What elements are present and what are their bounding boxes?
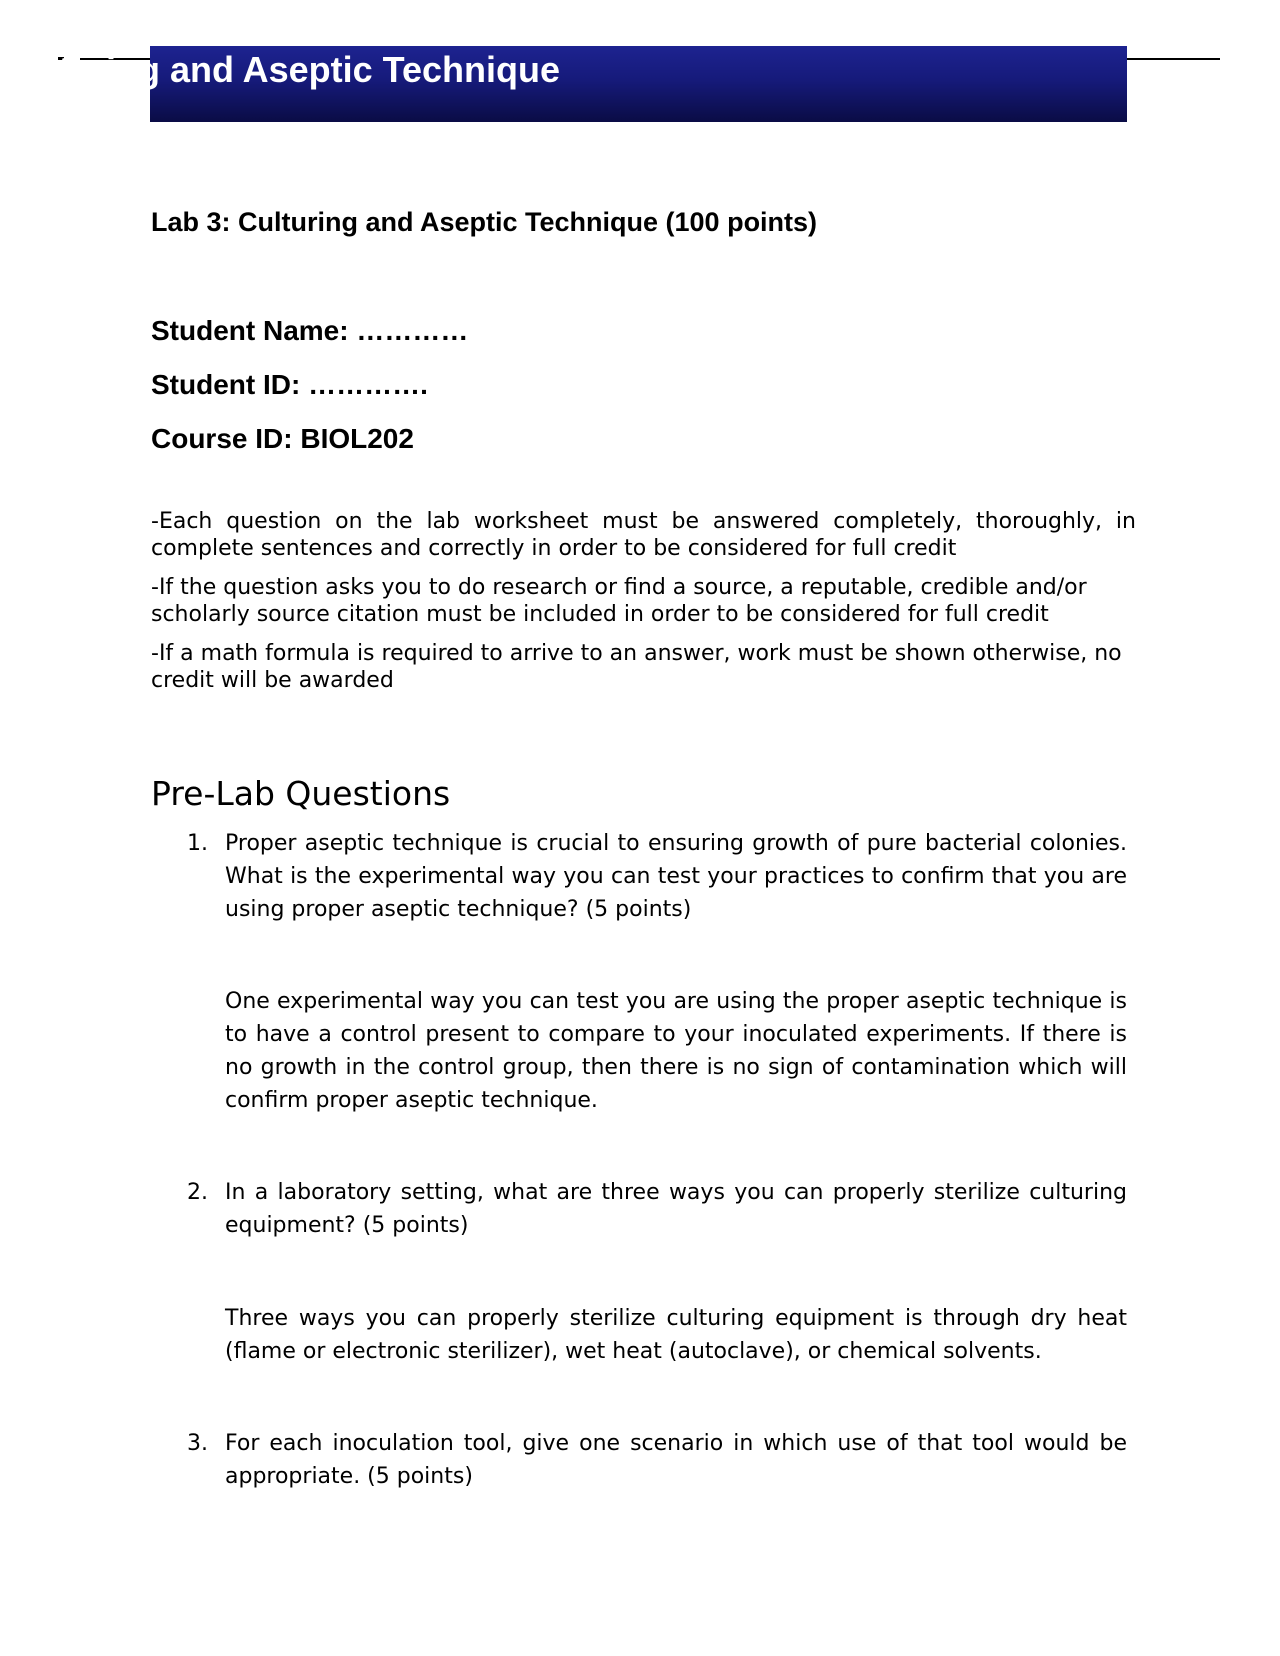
lab-title: Lab 3: Culturing and Aseptic Technique (100 points) xyxy=(151,207,818,237)
question-number: 1. xyxy=(187,831,208,856)
title-banner xyxy=(0,46,1127,122)
instruction-item: -If a math formula is required to arrive to an answer, work must be shown otherwise, no credit will be awarded xyxy=(151,641,1122,693)
question-number: 2. xyxy=(187,1180,208,1205)
student-name-field: Student Name: ………… xyxy=(151,315,469,346)
question-number: 3. xyxy=(187,1431,208,1456)
student-id-field: Student ID: …………. xyxy=(151,369,428,400)
banner-title: Culturing and Aseptic Technique xyxy=(0,49,561,90)
instruction-item: -Each question on the lab worksheet must be answered completely, thoroughly, in complete sentences and correctly in order to be considered for full credit xyxy=(151,509,1136,561)
question-text: Proper aseptic technique is crucial to ensuring growth of pure bacterial colonies. What is the experimental way you can test your practices to confirm that you are using proper aseptic technique? (5 points) xyxy=(225,831,1127,922)
answer-text: Three ways you can properly sterilize culturing equipment is through dry heat (flame or electronic sterilizer), wet heat (autoclave), or chemical solvents. xyxy=(225,1306,1127,1364)
instruction-item: -If the question asks you to do research or find a source, a reputable, credible and/or scholarly source citation must be included in order to be considered for full credit xyxy=(151,575,1087,627)
section-heading: Pre-Lab Questions xyxy=(151,774,451,813)
question-text: In a laboratory setting, what are three ways you can properly sterilize culturing equipment? (5 points) xyxy=(225,1180,1127,1238)
course-id-field: Course ID: BIOL202 xyxy=(151,423,414,454)
question-text: For each inoculation tool, give one scenario in which use of that tool would be appropriate. (5 points) xyxy=(225,1431,1127,1489)
answer-text: One experimental way you can test you are using the proper aseptic technique is to have a control present to compare to your inoculated experiments. If there is no growth in the control group, then there is no sign of contamination which will confirm proper aseptic technique. xyxy=(225,989,1127,1113)
instructions xyxy=(151,508,1136,706)
